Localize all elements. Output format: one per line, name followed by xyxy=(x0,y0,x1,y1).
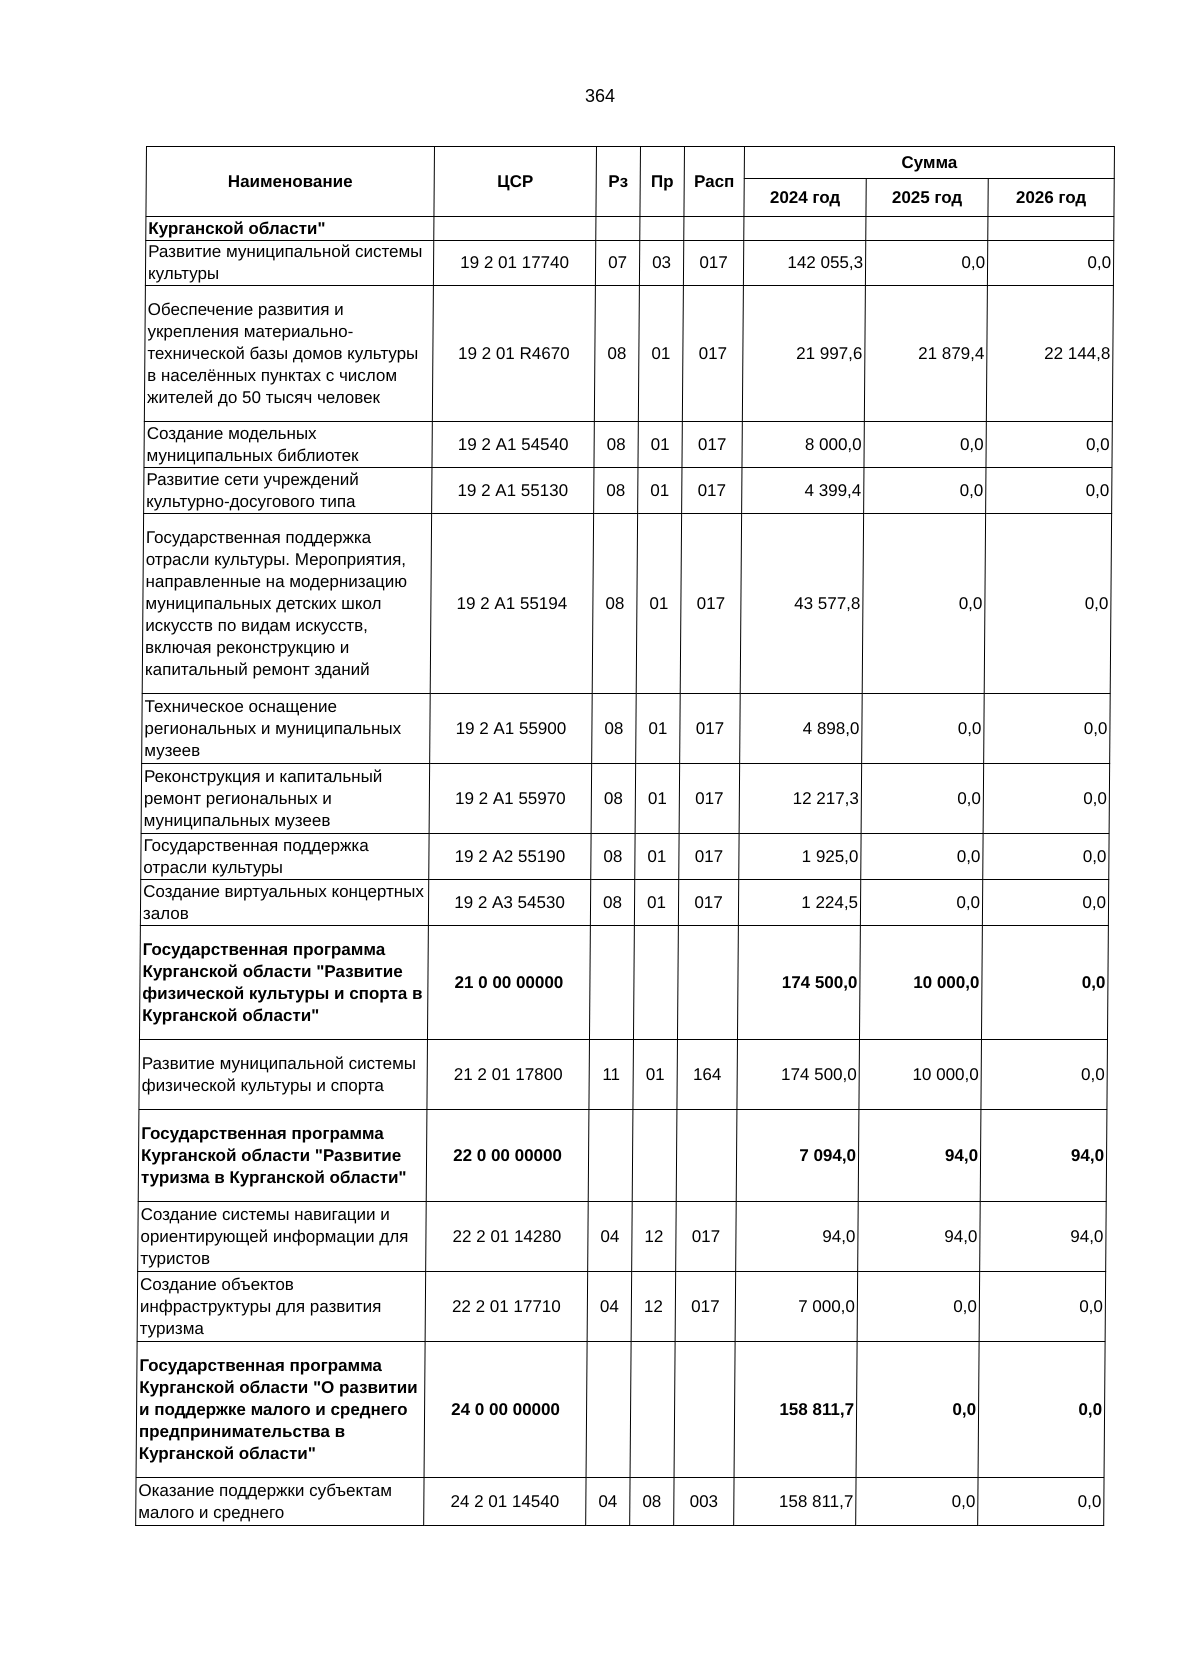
row-name: Государственная поддержка отрасли культуры xyxy=(141,834,429,880)
row-rz: 04 xyxy=(587,1272,632,1342)
row-amount-2026: 0,0 xyxy=(983,834,1109,880)
header-name: Наименование xyxy=(146,147,435,217)
row-amount-2026: 0,0 xyxy=(981,1040,1108,1110)
row-pr xyxy=(633,926,678,1040)
row-csr: 24 0 00 00000 xyxy=(424,1342,587,1478)
row-csr: 19 2 А3 54530 xyxy=(428,880,590,926)
table-row xyxy=(144,422,1112,468)
row-rz xyxy=(588,1110,633,1202)
row-rasp: 164 xyxy=(677,1040,738,1110)
row-name: Государственная программа Курганской области "Развитие туризма в Курганской области" xyxy=(138,1110,427,1202)
row-amount-2025: 94,0 xyxy=(858,1110,981,1202)
row-amount-2025: 0,0 xyxy=(856,1478,978,1526)
row-pr xyxy=(632,1110,677,1202)
row-rasp: 003 xyxy=(674,1478,734,1526)
row-rz xyxy=(596,217,640,241)
row-csr: 19 2 А1 54540 xyxy=(432,422,594,468)
row-name: Оказание поддержки субъектам малого и среднего xyxy=(136,1478,424,1526)
row-amount-2025: 0,0 xyxy=(856,1342,979,1478)
row-name: Техническое оснащение региональных и муниципальных музеев xyxy=(142,694,431,764)
row-rz: 08 xyxy=(592,514,637,694)
header-row-top xyxy=(146,147,1114,179)
row-amount-2024: 7 000,0 xyxy=(735,1272,858,1342)
row-name: Развитие муниципальной системы физической культуры и спорта xyxy=(139,1040,428,1110)
row-amount-2026: 0,0 xyxy=(987,241,1113,286)
row-rz: 08 xyxy=(591,834,635,880)
table-row xyxy=(136,1342,1105,1478)
row-amount-2024: 8 000,0 xyxy=(742,422,864,468)
header-year-2024: 2024 год xyxy=(744,179,866,217)
row-rasp: 017 xyxy=(682,468,742,514)
row-rz: 04 xyxy=(586,1478,630,1526)
row-name: Государственная программа Курганской области "О развитии и поддержке малого и среднего предпринимательства в Курганской области" xyxy=(136,1342,425,1478)
row-amount-2024: 158 811,7 xyxy=(734,1478,856,1526)
row-amount-2025: 0,0 xyxy=(861,764,984,834)
row-name: Создание виртуальных концертных залов xyxy=(140,880,428,926)
row-pr: 12 xyxy=(631,1272,676,1342)
row-amount-2025 xyxy=(866,217,988,241)
row-amount-2024: 174 500,0 xyxy=(737,926,860,1040)
row-csr: 22 2 01 17710 xyxy=(425,1272,588,1342)
table-row xyxy=(144,286,1113,422)
row-rasp xyxy=(676,1110,737,1202)
header-pr: Пр xyxy=(640,147,685,217)
row-pr: 01 xyxy=(636,514,681,694)
row-name: Развитие муниципальной системы культуры xyxy=(145,241,433,286)
row-amount-2025: 21 879,4 xyxy=(864,286,987,422)
row-csr: 21 0 00 00000 xyxy=(427,926,590,1040)
row-pr xyxy=(640,217,684,241)
row-amount-2026: 94,0 xyxy=(980,1202,1107,1272)
row-amount-2026: 0,0 xyxy=(983,764,1110,834)
row-pr: 01 xyxy=(636,694,681,764)
row-amount-2025: 0,0 xyxy=(862,514,985,694)
row-rasp: 017 xyxy=(679,764,740,834)
row-amount-2026: 0,0 xyxy=(984,514,1111,694)
row-csr xyxy=(434,217,596,241)
table-row xyxy=(136,1478,1104,1526)
row-amount-2025: 0,0 xyxy=(864,422,986,468)
row-name: Государственная поддержка отрасли культуры. Мероприятия, направленные на модернизацию муниципальных детских школ искусств по видам искусств, включая реконструкцию и капитальный ремонт зданий xyxy=(142,514,431,694)
table-row xyxy=(144,468,1112,514)
row-amount-2026: 0,0 xyxy=(986,468,1112,514)
row-amount-2026: 0,0 xyxy=(978,1342,1105,1478)
row-amount-2026: 0,0 xyxy=(984,694,1111,764)
row-rz: 08 xyxy=(594,286,639,422)
budget-table xyxy=(135,146,1115,1526)
row-pr: 03 xyxy=(639,241,683,286)
row-amount-2024: 4 898,0 xyxy=(740,694,863,764)
table-row xyxy=(142,514,1111,694)
row-csr: 21 2 01 17800 xyxy=(427,1040,590,1110)
row-amount-2025: 0,0 xyxy=(864,468,986,514)
row-amount-2025: 10 000,0 xyxy=(859,1040,982,1110)
row-pr: 01 xyxy=(638,468,682,514)
header-year-2026: 2026 год xyxy=(988,179,1114,217)
row-amount-2024: 12 217,3 xyxy=(739,764,862,834)
header-rz: Рз xyxy=(596,147,641,217)
row-name: Реконструкция и капитальный ремонт региональных и муниципальных музеев xyxy=(141,764,430,834)
table-row xyxy=(139,1040,1108,1110)
row-amount-2024: 7 094,0 xyxy=(736,1110,859,1202)
table-row xyxy=(137,1272,1106,1342)
row-amount-2026: 0,0 xyxy=(981,926,1108,1040)
row-rz: 08 xyxy=(594,422,638,468)
row-amount-2024: 1 925,0 xyxy=(739,834,861,880)
row-rasp: 017 xyxy=(682,422,742,468)
row-csr: 19 2 01 R4670 xyxy=(432,286,595,422)
row-amount-2024: 43 577,8 xyxy=(740,514,863,694)
row-amount-2025: 0,0 xyxy=(865,241,987,286)
row-amount-2024: 94,0 xyxy=(736,1202,859,1272)
table-row xyxy=(145,241,1113,286)
row-amount-2025: 94,0 xyxy=(858,1202,981,1272)
row-rasp: 017 xyxy=(675,1272,736,1342)
row-amount-2026: 0,0 xyxy=(978,1478,1104,1526)
row-name: Развитие сети учреждений культурно-досугового типа xyxy=(144,468,432,514)
row-pr: 01 xyxy=(633,1040,678,1110)
row-amount-2024: 142 055,3 xyxy=(743,241,865,286)
row-csr: 22 2 01 14280 xyxy=(426,1202,589,1272)
row-amount-2025: 0,0 xyxy=(857,1272,980,1342)
header-sum: Сумма xyxy=(744,147,1114,179)
row-amount-2024: 1 224,5 xyxy=(738,880,860,926)
row-rasp: 017 xyxy=(678,880,738,926)
row-rasp: 017 xyxy=(683,241,743,286)
row-rz: 04 xyxy=(588,1202,633,1272)
row-csr: 19 2 А1 55194 xyxy=(430,514,593,694)
row-csr: 22 0 00 00000 xyxy=(426,1110,589,1202)
row-csr: 19 2 А1 55900 xyxy=(430,694,593,764)
table-row xyxy=(140,880,1108,926)
row-rasp: 017 xyxy=(680,514,741,694)
row-amount-2025: 0,0 xyxy=(860,880,982,926)
header-year-2025: 2025 год xyxy=(866,179,988,217)
row-pr: 01 xyxy=(638,286,683,422)
row-amount-2024: 174 500,0 xyxy=(737,1040,860,1110)
table-row xyxy=(141,764,1110,834)
row-name: Создание объектов инфраструктуры для развития туризма xyxy=(137,1272,426,1342)
table-row xyxy=(138,1202,1107,1272)
row-rz: 08 xyxy=(591,764,636,834)
row-amount-2025: 0,0 xyxy=(861,834,983,880)
row-amount-2024: 4 399,4 xyxy=(742,468,864,514)
row-rasp: 017 xyxy=(676,1202,737,1272)
row-rz: 08 xyxy=(594,468,638,514)
row-amount-2026 xyxy=(988,217,1114,241)
row-rz xyxy=(589,926,634,1040)
row-amount-2024: 21 997,6 xyxy=(742,286,865,422)
row-amount-2024 xyxy=(744,217,866,241)
row-rasp xyxy=(677,926,738,1040)
page-number: 364 xyxy=(584,86,616,106)
row-pr: 01 xyxy=(638,422,682,468)
table-row xyxy=(146,217,1114,241)
row-rasp xyxy=(684,217,744,241)
row-pr: 01 xyxy=(635,764,680,834)
table-row xyxy=(139,926,1108,1040)
row-rz: 08 xyxy=(590,880,634,926)
row-rz: 11 xyxy=(589,1040,634,1110)
row-amount-2024: 158 811,7 xyxy=(734,1342,857,1478)
row-rz: 08 xyxy=(592,694,637,764)
row-rz xyxy=(586,1342,631,1478)
row-rasp: 017 xyxy=(679,834,739,880)
row-amount-2025: 10 000,0 xyxy=(859,926,982,1040)
row-rasp: 017 xyxy=(682,286,743,422)
row-amount-2025: 0,0 xyxy=(862,694,985,764)
row-pr xyxy=(630,1342,675,1478)
row-pr: 08 xyxy=(630,1478,674,1526)
row-amount-2026: 0,0 xyxy=(982,880,1108,926)
row-name: Создание модельных муниципальных библиотек xyxy=(144,422,432,468)
row-amount-2026: 94,0 xyxy=(980,1110,1107,1202)
row-amount-2026: 22 144,8 xyxy=(986,286,1113,422)
row-rz: 07 xyxy=(595,241,639,286)
row-name: Государственная программа Курганской области "Развитие физической культуры и спорта в Курганской области" xyxy=(139,926,428,1040)
table-row xyxy=(138,1110,1107,1202)
row-pr: 12 xyxy=(632,1202,677,1272)
row-csr: 19 2 А1 55130 xyxy=(432,468,594,514)
row-amount-2026: 0,0 xyxy=(986,422,1112,468)
header-csr: ЦСР xyxy=(434,147,597,217)
header-rasp: Расп xyxy=(684,147,745,217)
row-rasp: 017 xyxy=(680,694,741,764)
table-row xyxy=(141,834,1109,880)
row-pr: 01 xyxy=(635,834,679,880)
row-pr: 01 xyxy=(634,880,678,926)
row-csr: 19 2 А1 55970 xyxy=(429,764,592,834)
row-rasp xyxy=(674,1342,735,1478)
table-row xyxy=(142,694,1111,764)
row-amount-2026: 0,0 xyxy=(979,1272,1106,1342)
row-name: Курганской области" xyxy=(146,217,434,241)
row-csr: 19 2 А2 55190 xyxy=(429,834,591,880)
row-csr: 24 2 01 14540 xyxy=(424,1478,586,1526)
row-csr: 19 2 01 17740 xyxy=(433,241,595,286)
row-name: Создание системы навигации и ориентирующей информации для туристов xyxy=(138,1202,427,1272)
row-name: Обеспечение развития и укрепления материально-технической базы домов культуры в населённых пунктах с числом жителей до 50 тысяч человек xyxy=(144,286,433,422)
